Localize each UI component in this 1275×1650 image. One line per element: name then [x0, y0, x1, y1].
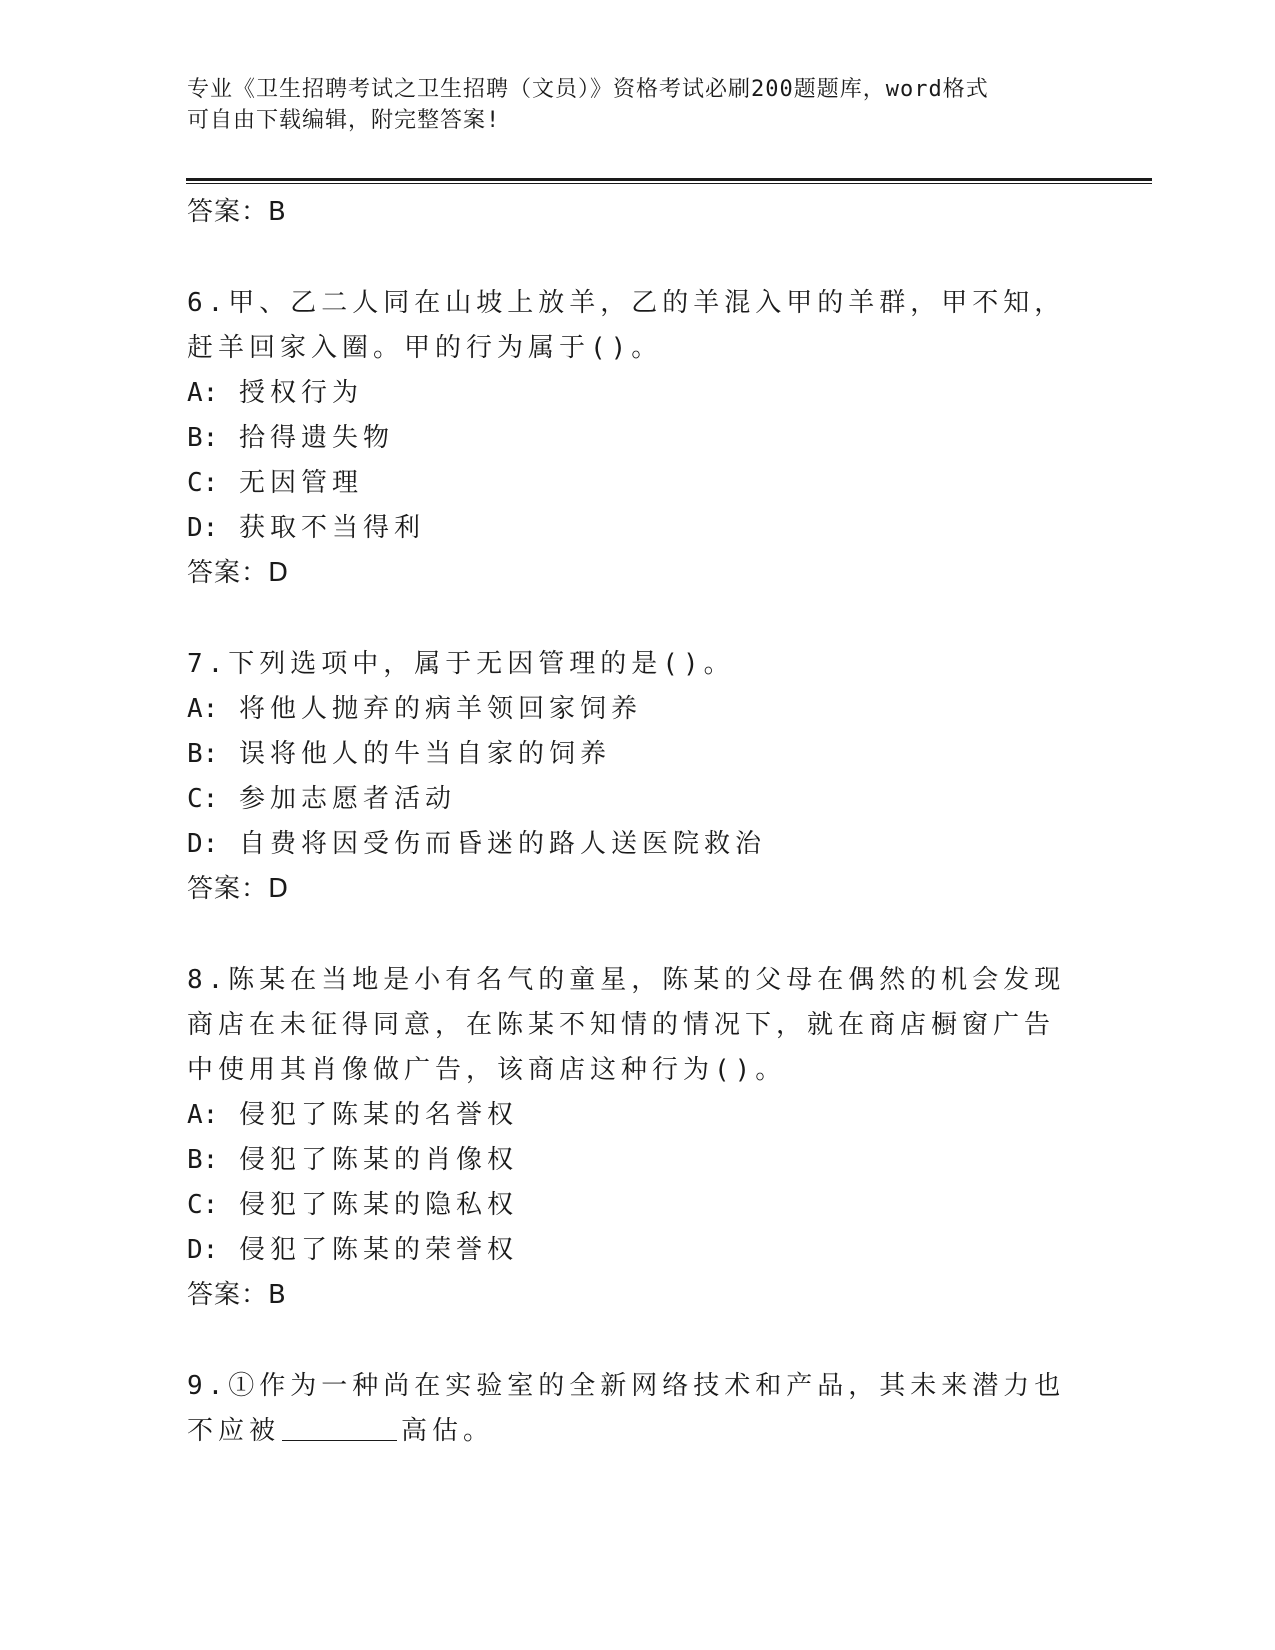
option-b: B: 拾得遗失物	[187, 423, 394, 453]
document-header	[187, 74, 1067, 136]
answer-line: 答案：B	[187, 197, 287, 227]
option-a: A: 授权行为	[187, 378, 363, 408]
header-rule-thin	[186, 183, 1152, 184]
option-c: C: 参加志愿者活动	[187, 784, 456, 814]
option-a: A: 将他人抛弃的病羊领回家饲养	[187, 694, 642, 724]
question-7	[187, 642, 1087, 912]
option-b: B: 误将他人的牛当自家的饲养	[187, 739, 611, 769]
question-stem: 8.陈某在当地是小有名气的童星，陈某的父母在偶然的机会发现商店在未征得同意，在陈某不知情的情况下，就在商店橱窗广告中使用其肖像做广告，该商店这种行为()。	[187, 965, 1066, 1085]
option-d: D: 侵犯了陈某的荣誉权	[187, 1235, 518, 1265]
option-b: B: 侵犯了陈某的肖像权	[187, 1145, 518, 1175]
question-9	[187, 1364, 1087, 1454]
question-stem: 7.下列选项中，属于无因管理的是()。	[187, 649, 735, 679]
question-8	[187, 958, 1087, 1318]
header-line-2: 可自由下载编辑，附完整答案!	[187, 108, 501, 133]
option-c: C: 无因管理	[187, 468, 363, 498]
answer-line: 答案：D	[187, 558, 290, 588]
answer-line: 答案：D	[187, 874, 290, 904]
option-c: C: 侵犯了陈某的隐私权	[187, 1190, 518, 1220]
option-d: D: 自费将因受伤而昏迷的路人送医院救治	[187, 829, 766, 859]
question-stem: 6.甲、乙二人同在山坡上放羊，乙的羊混入甲的羊群，甲不知，赶羊回家入圈。甲的行为属于()。	[187, 288, 1066, 363]
question-stem: 9.①作为一种尚在实验室的全新网络技术和产品，其未来潜力也不应被 高估。	[187, 1371, 1066, 1446]
document-body	[187, 190, 1087, 1454]
option-a: A: 侵犯了陈某的名誉权	[187, 1100, 518, 1130]
answer-line: 答案：B	[187, 1280, 287, 1310]
question-6	[187, 281, 1087, 596]
fill-in-blank	[282, 1414, 397, 1441]
option-d: D: 获取不当得利	[187, 513, 425, 543]
header-line-1: 专业《卫生招聘考试之卫生招聘（文员）》资格考试必刷200题题库，word格式	[187, 77, 989, 102]
header-rule-thick	[186, 178, 1152, 181]
